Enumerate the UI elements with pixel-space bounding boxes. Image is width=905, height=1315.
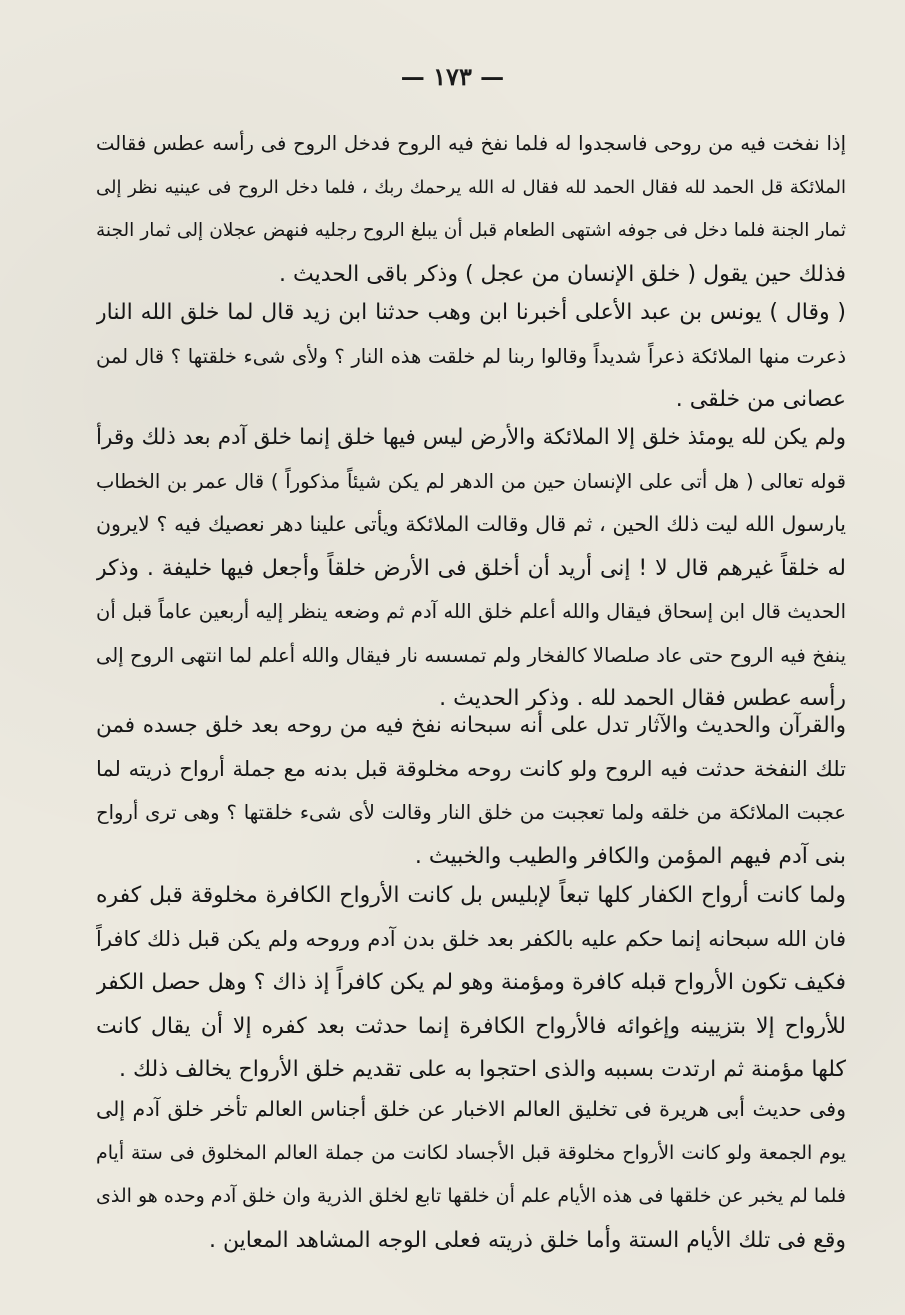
text-line: وقع فى تلك الأيام الستة وأما خلق ذريته فعلى الوجه المشاهد المعاين . [208,1227,846,1253]
text-line: ( وقال ) يونس بن عبد الأعلى أخبرنا ابن وهب حدثنا ابن زيد قال لما خلق الله النار [96,300,846,325]
paragraph-6 [96,1088,846,1262]
text-line: فذلك حين يقول ( خلق الإنسان من عجل ) وذكر باقى الحديث . [279,261,846,287]
text-line: الملائكة قل الحمد لله فقال الحمد لله فقال له الله يرحمك ربك ، فلما دخل الروح فى عينيه نظر إلى [96,176,846,198]
text-line: رأسه عطس فقال الحمد لله . وذكر الحديث . [439,686,846,711]
text-line: عصانى من خلقى . [675,387,846,412]
text-line: تلك النفخة حدثت فيه الروح ولو كانت روحه مخلوقة قبل بدنه مع جملة أرواح ذريته لما [96,756,846,781]
text-line: للأرواح إلا بتزيينه وإغوائه فالأرواح الكافرة إنما حدثت بعد كفره إلا أن يقال كانت [96,1013,846,1039]
paragraph-5 [96,874,846,1092]
text-line: والقرآن والحديث والآثار تدل على أنه سبحانه نفخ فيه من روحه بعد خلق جسده فمن [96,713,846,738]
text-line: ولما كانت أرواح الكفار كلها تبعاً لإبليس بل كانت الأرواح الكافرة مخلوقة قبل كفره [96,883,846,908]
text-line: الحديث قال ابن إسحاق فيقال والله أعلم خلق الله آدم ثم وضعه ينظر إليه أربعين عاماً قبل أن [96,600,846,623]
text-line: كلها مؤمنة ثم ارتدت بسببه والذى احتجوا به على تقديم خلق الأرواح يخالف ذلك . [118,1057,846,1082]
paragraph-2 [96,291,846,422]
page-number: — ١٧٣ — [400,62,505,91]
text-line: فكيف تكون الأرواح قبله كافرة ومؤمنة وهو لم يكن كافراً إذ ذاك ؟ وهل حصل الكفر [96,970,846,995]
text-line: إذا نفخت فيه من روحى فاسجدوا له فلما نفخ فيه الروح فدخل الروح فى رأسه عطس فقالت [96,132,846,155]
text-line: قوله تعالى ( هل أتى على الإنسان حين من الدهر لم يكن شيئاً مذكوراً ) قال عمر بن الخطاب [96,469,846,493]
text-line: يارسول الله ليت ذلك الحين ، ثم قال وقالت الملائكة ويأتى علينا دهر نعصيك فيه ؟ لايرون [96,512,846,536]
text-line: ثمار الجنة فلما دخل فى جوفه اشتهى الطعام قبل أن يبلغ الروح رجليه فنهض عجلان إلى ثمار الجنة [96,220,846,241]
paragraph-3 [96,416,846,721]
text-line: ولم يكن لله يومئذ خلق إلا الملائكة والأرض ليس فيها خلق إنما خلق آدم بعد ذلك وقرأ [96,425,846,450]
text-line: يوم الجمعة ولو كانت الأرواح مخلوقة قبل الأجساد لكانت من جملة العالم المخلوق فى ستة أيام [96,1141,846,1164]
paragraph-4 [96,704,846,878]
text-line: فان الله سبحانه إنما حكم عليه بالكفر بعد خلق بدن آدم وروحه ولم يكن قبل ذلك كافراً [96,926,846,951]
paragraph-1 [96,122,846,296]
text-line: ينفخ فيه الروح حتى عاد صلصالا كالفخار ولم تمسسه نار فيقال والله أعلم لما انتهى الروح إلى [96,643,846,667]
text-line: ذعرت منها الملائكة ذعراً شديداً وقالوا ربنا لم خلقت هذه النار ؟ ولأى شىء خلقتها ؟ قال لمن [96,344,846,368]
text-line: فلما لم يخبر عن خلقها فى هذه الأيام علم أن خلقها تابع لخلق الذرية وان خلق آدم وحده هو الذى [96,1185,846,1207]
text-line: بنى آدم فيهم المؤمن والكافر والطيب والخبيث . [414,843,846,869]
text-line: عجبت الملائكة من خلقه ولما تعجبت من خلق النار وقالت لأى شىء خلقتها ؟ وهى ترى أرواح [96,801,846,824]
text-line: وفى حديث أبى هريرة فى تخليق العالم الاخبار عن خلق أجناس العالم تأخر خلق آدم إلى [96,1097,846,1121]
text-line: له خلقاً غيرهم قال لا ! إنى أريد أن أخلق فى الأرض خلقاً وأجعل فيها خليفة . وذكر [96,555,846,581]
